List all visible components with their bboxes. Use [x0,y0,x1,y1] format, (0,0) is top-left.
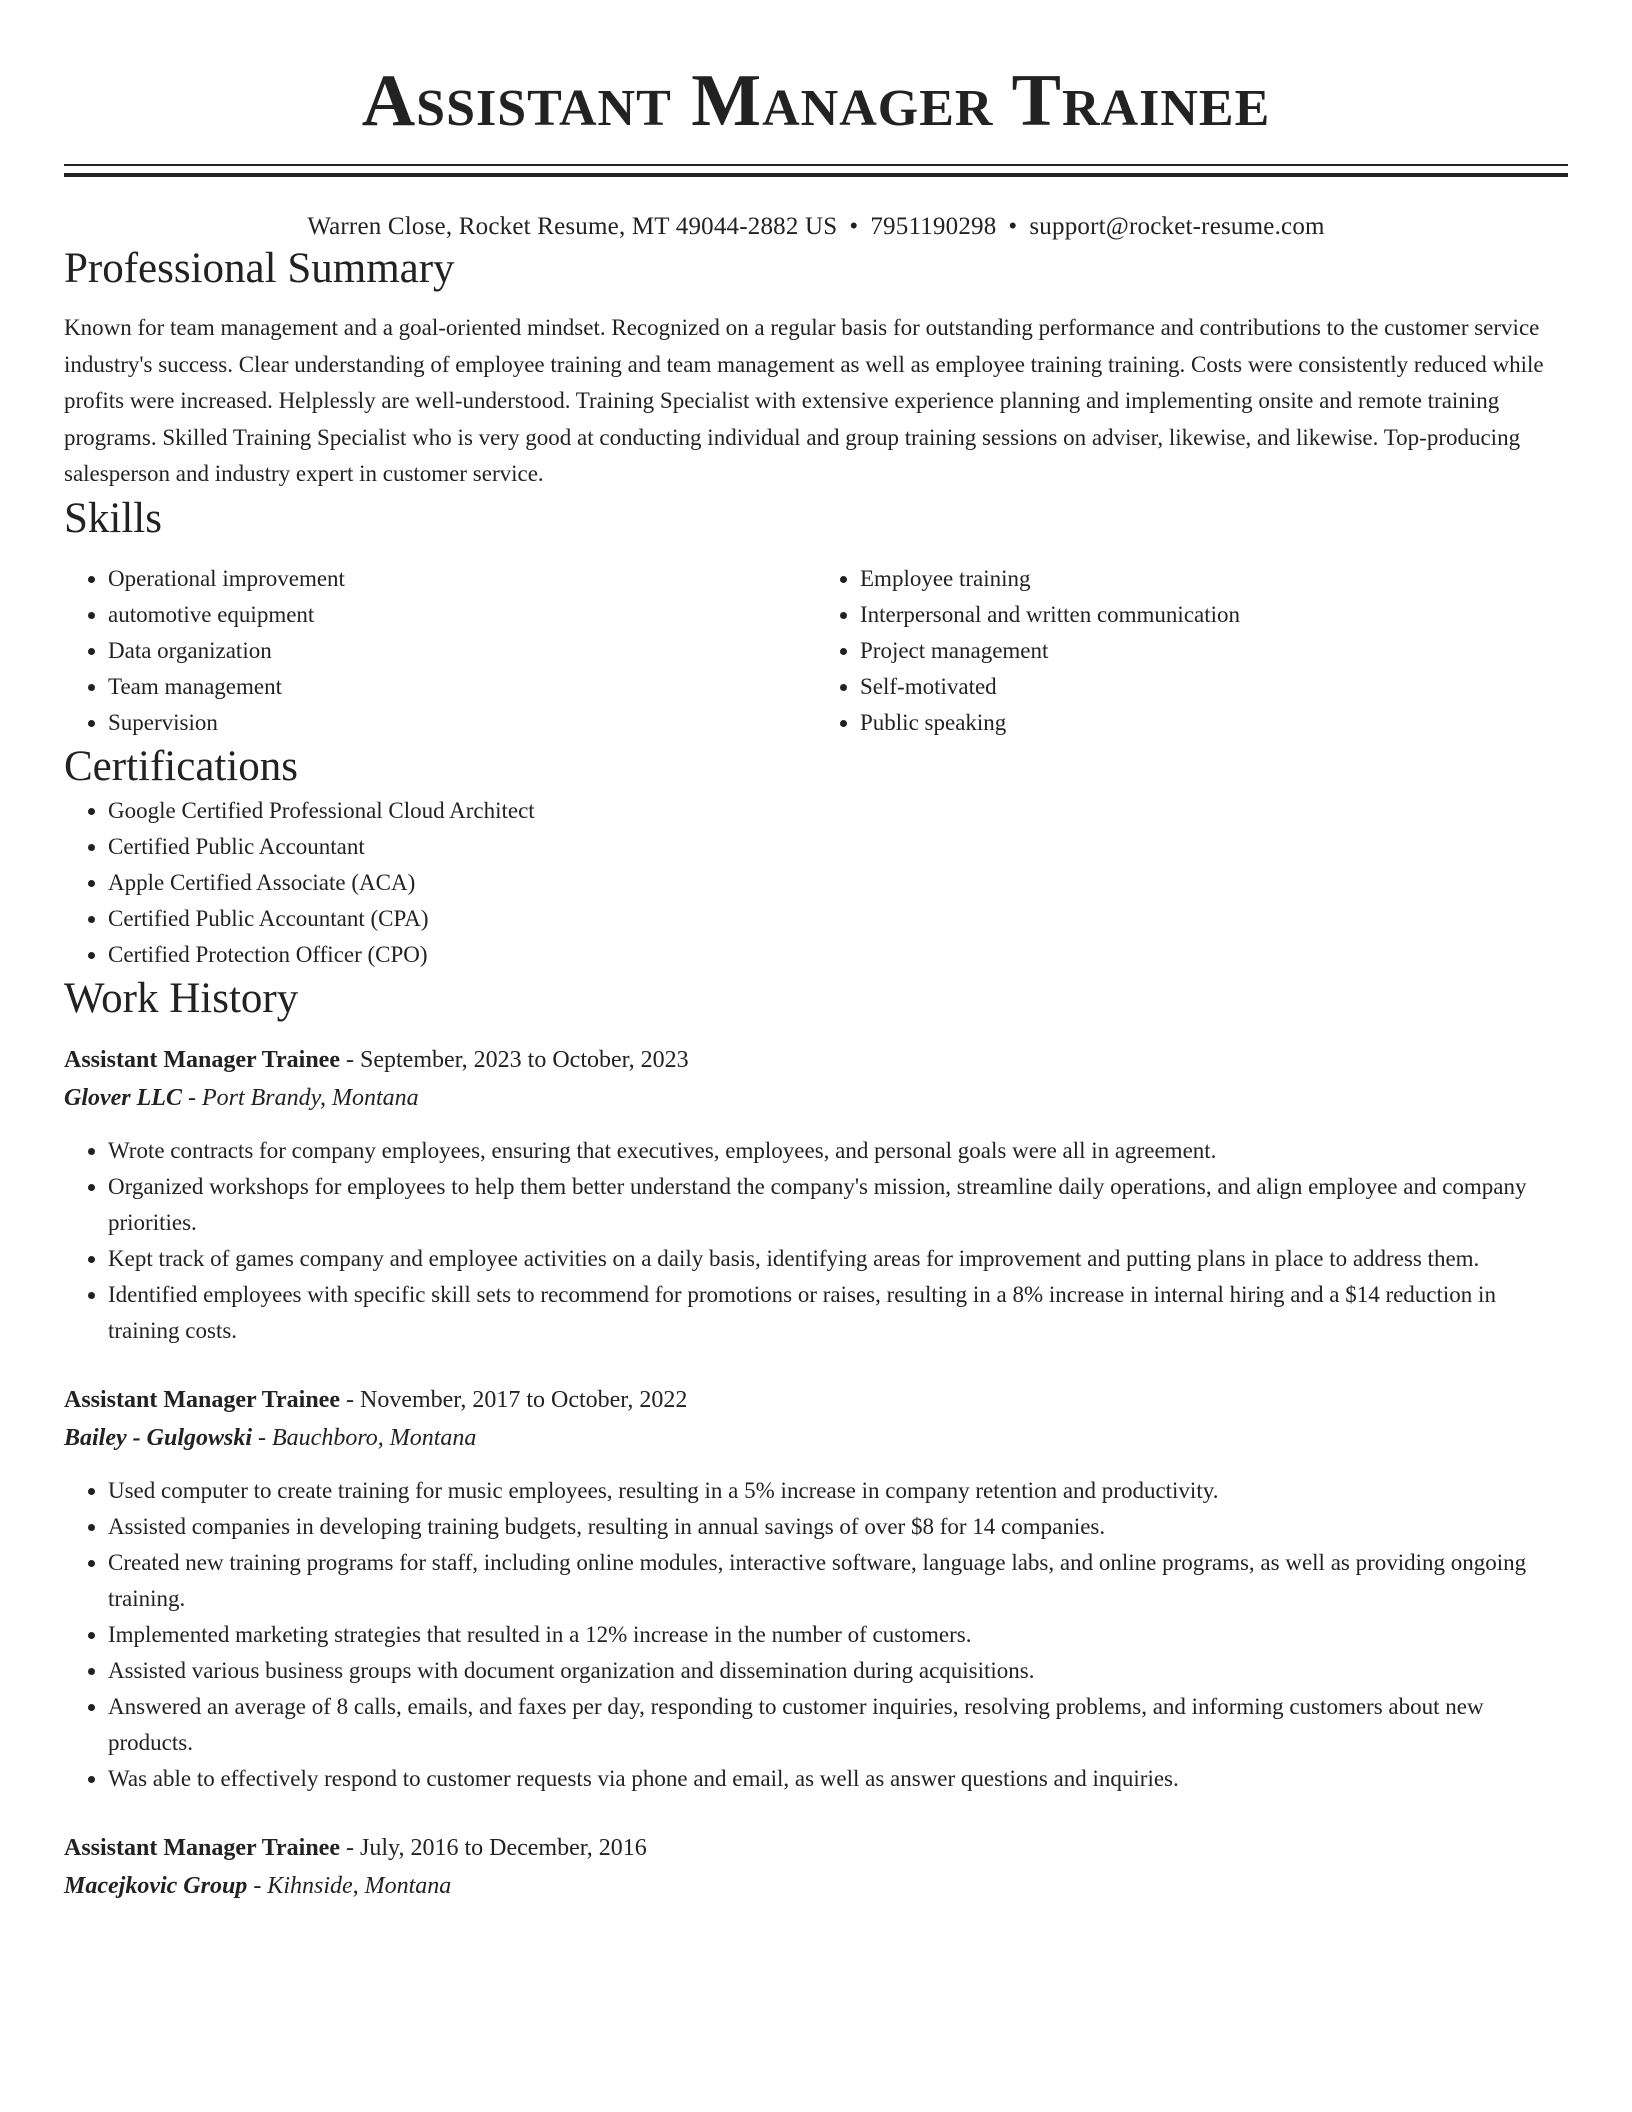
certification-item: • Certified Public Accountant [108,829,1568,865]
job-location: - Kihnside, Montana [247,1872,452,1899]
skill-item: • Data organization [108,633,816,669]
job-entry [64,1381,1568,1797]
skills-columns [64,561,1568,741]
job-bullet: • Kept track of games company and employee activities on a daily basis, identifying areas for improvement and putting plans in place to address them. [108,1241,1568,1277]
contact-phone: 7951190298 [870,213,997,240]
skill-item: • Self-motivated [860,669,1568,705]
job-dates: - November, 2017 to October, 2022 [340,1386,688,1413]
job-title: Assistant Manager Trainee [64,1834,340,1861]
contact-line [64,211,1568,243]
job-bullet: • Was able to effectively respond to customer requests via phone and email, as well as answer questions and inquiries. [108,1761,1568,1797]
job-bullet: • Wrote contracts for company employees, ensuring that executives, employees, and personal goals were all in agreement. [108,1133,1568,1169]
job-bullet: • Answered an average of 8 calls, emails, and faxes per day, responding to customer inquiries, resolving problems, and informing customers about new products. [108,1689,1568,1761]
job-bullet: • Implemented marketing strategies that resulted in a 12% increase in the number of customers. [108,1617,1568,1653]
job-bullet: • Identified employees with specific skill sets to recommend for promotions or raises, resulting in a 8% increase in internal hiring and a $14 reduction in training costs. [108,1277,1568,1349]
job-company-line [64,1867,1568,1905]
job-company-line [64,1079,1568,1117]
summary-heading: Professional Summary [64,245,455,292]
skills-column-left [64,561,816,741]
certifications-list [64,793,1568,973]
certifications-heading: Certifications [64,742,299,790]
job-bullet: • Organized workshops for employees to help them better understand the company's mission, streamline daily operations, and align employee and company priorities. [108,1169,1568,1241]
job-bullet: • Assisted various business groups with document organization and dissemination during acquisitions. [108,1653,1568,1689]
certification-item: • Apple Certified Associate (ACA) [108,865,1568,901]
skill-item: • Operational improvement [108,561,816,597]
job-company-line [64,1419,1568,1457]
job-entry [64,1041,1568,1349]
job-title: Assistant Manager Trainee [64,1046,340,1073]
job-dates: - July, 2016 to December, 2016 [340,1834,647,1861]
contact-separator: • [1008,213,1018,240]
skills-column-right [816,561,1568,741]
job-company: Glover LLC [64,1084,182,1111]
job-bullet: • Assisted companies in developing training budgets, resulting in annual savings of over $8 for 14 companies. [108,1509,1568,1545]
skills-list-right [816,561,1568,741]
title-rule-thin [64,164,1568,166]
resume-title: Assistant Manager Trainee [361,60,1271,142]
job-location: - Bauchboro, Montana [252,1424,477,1451]
skills-list-left [64,561,816,741]
skill-item: • Employee training [860,561,1568,597]
job-title-line [64,1829,1568,1867]
contact-separator: • [849,213,859,240]
job-title: Assistant Manager Trainee [64,1386,340,1413]
summary-text: Known for team management and a goal-oriented mindset. Recognized on a regular basis for outstanding performance and contributions to the customer service industry's success. Clear understanding of employee training and team management as well as employee training training. Costs were consistently reduced while profits were increased. Helplessly are well-understood. Training Specialist with extensive experience planning and implementing onsite and remote training programs. Skilled Training Specialist who is very good at conducting individual and group training sessions on adviser, likewise, and likewise. Top-producing salesperson and industry expert in customer service. [64,315,1544,486]
skill-item: • Public speaking [860,705,1568,741]
title-rule-thick [64,173,1568,177]
job-entry [64,1829,1568,1905]
skill-item: • Team management [108,669,816,705]
job-bullets [64,1133,1568,1349]
job-bullet: • Created new training programs for staff, including online modules, interactive software, language labs, and online programs, as well as providing ongoing training. [108,1545,1568,1617]
certification-item: • Certified Public Accountant (CPA) [108,901,1568,937]
certification-item: • Google Certified Professional Cloud Architect [108,793,1568,829]
job-company: Bailey - Gulgowski [64,1424,253,1451]
job-bullet: • Used computer to create training for music employees, resulting in a 5% increase in company retention and productivity. [108,1473,1568,1509]
job-title-line [64,1041,1568,1079]
skill-item: • automotive equipment [108,597,816,633]
job-location: - Port Brandy, Montana [181,1084,419,1111]
skill-item: • Project management [860,633,1568,669]
skill-item: • Interpersonal and written communication [860,597,1568,633]
job-bullets [64,1473,1568,1797]
job-company: Macejkovic Group [64,1872,248,1899]
contact-email: support@rocket-resume.com [1029,213,1325,240]
job-dates: - September, 2023 to October, 2023 [340,1046,689,1073]
certification-item: • Certified Protection Officer (CPO) [108,937,1568,973]
skill-item: • Supervision [108,705,816,741]
contact-address: Warren Close, Rocket Resume, MT 49044-2882 US [307,213,838,240]
skills-heading: Skills [64,494,162,542]
job-title-line [64,1381,1568,1419]
work-history-heading: Work History [64,974,299,1022]
